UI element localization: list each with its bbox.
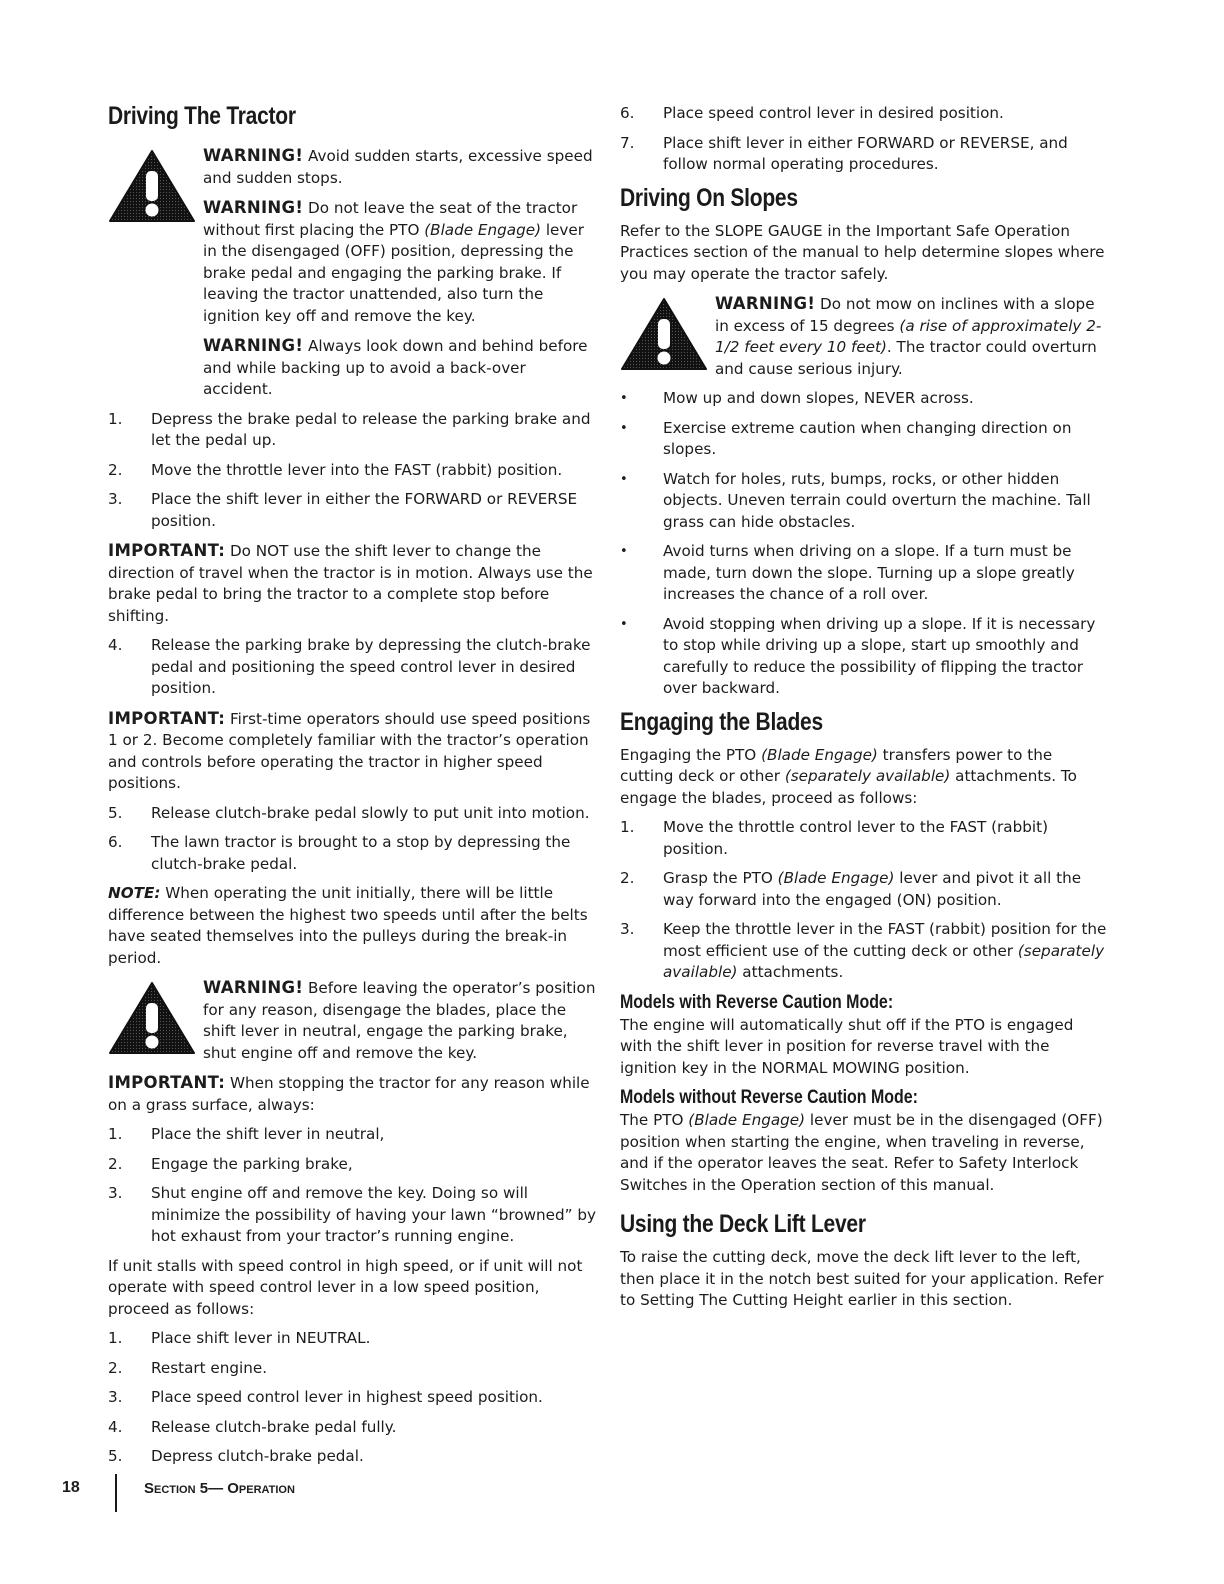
- heading-deck-lift-lever: Using the Deck Lift Lever: [620, 1210, 866, 1238]
- footer-divider: [115, 1474, 117, 1512]
- warning-block-slopes: [620, 293, 1110, 380]
- heading-with-reverse-caution: Models with Reverse Caution Mode:: [620, 991, 894, 1013]
- warning-triangle-icon: [108, 149, 196, 223]
- warning-look-behind: WARNING! Always look down and behind before and while backing up to avoid a back-over accident.: [203, 336, 588, 398]
- left-column: [108, 102, 596, 1476]
- list-item: 1. Depress the brake pedal to release the parking brake and let the pedal up.: [108, 409, 591, 449]
- slopes-intro: Refer to the SLOPE GAUGE in the Important Safe Operation Practices section of the manual to help determine slopes where you may operate the tractor safely.: [620, 221, 1105, 283]
- list-item: 3. Shut engine off and remove the key. Doing so will minimize the possibility of having your lawn “browned” by hot exhaust from your tractor’s running engine.: [108, 1184, 596, 1245]
- list-item: 2. Engage the parking brake,: [108, 1154, 353, 1173]
- steps-list-d: [108, 1124, 596, 1248]
- warning-leave-seat: WARNING! Do not leave the seat of the tractor without first placing the PTO (Blade Engage) lever in the disengaged (OFF) position, depressing the brake pedal and engaging the parking brake. If leaving the tractor unattended, also turn the ignition key off and remove the key.: [203, 198, 584, 325]
- list-item: • Mow up and down slopes, NEVER across.: [620, 389, 974, 407]
- page-number: 18: [62, 1479, 80, 1496]
- important-first-time: IMPORTANT: First-time operators should use speed positions 1 or 2. Become completely familiar with the tractor’s operation and controls before operating the tractor in higher speed positions.: [108, 708, 591, 792]
- list-item: 1. Place shift lever in NEUTRAL.: [108, 1329, 371, 1347]
- warning-triangle-icon: [108, 981, 196, 1055]
- steps-list-continued: [620, 103, 1110, 176]
- list-item: 6. Place speed control lever in desired position.: [620, 104, 1004, 122]
- list-item: 7. Place shift lever in either FORWARD or REVERSE, and follow normal operating procedures.: [620, 133, 1068, 173]
- list-item: 3. Place the shift lever in either the FORWARD or REVERSE position.: [108, 490, 578, 530]
- list-item: • Avoid turns when driving on a slope. If a turn must be made, turn down the slope. Turning up a slope greatly increases the chance of a roll over.: [620, 542, 1075, 603]
- list-item: 6. The lawn tractor is brought to a stop by depressing the clutch-brake pedal.: [108, 833, 571, 873]
- list-item: 4. Release the parking brake by depressing the clutch-brake pedal and positioning the speed control lever in desired position.: [108, 636, 591, 697]
- heading-driving-on-slopes: Driving On Slopes: [620, 183, 798, 212]
- with-reverse-caution-text: The engine will automatically shut off if the PTO is engaged with the shift lever in position for reverse travel with the ignition key in the NORMAL MOWING position.: [620, 1015, 1074, 1077]
- list-item: 3. Keep the throttle lever in the FAST (rabbit) position for the most efficient use of the cutting deck or other (separately available) attachments.: [620, 920, 1107, 981]
- list-item: 1. Place the shift lever in neutral,: [108, 1125, 385, 1143]
- heading-driving-the-tractor: Driving The Tractor: [108, 102, 296, 130]
- important-stopping: IMPORTANT: When stopping the tractor for any reason while on a grass surface, always:: [108, 1073, 590, 1114]
- steps-list-e: [108, 1328, 596, 1468]
- important-shift-lever: IMPORTANT: Do NOT use the shift lever to change the direction of travel when the tractor is in motion. Always use the brake pedal to bring the tractor to a complete stop before shifting.: [108, 541, 593, 625]
- list-item: 3. Place speed control lever in highest speed position.: [108, 1388, 543, 1406]
- steps-list-b: [108, 635, 596, 700]
- list-item: • Avoid stopping when driving up a slope. If it is necessary to stop while driving up a slope, start up smoothly and carefully to reduce the possibility of flipping the tractor over backward.: [620, 614, 1096, 697]
- list-item: 5. Release clutch-brake pedal slowly to put unit into motion.: [108, 803, 590, 822]
- steps-list-a: [108, 409, 596, 533]
- note-break-in: NOTE: When operating the unit initially, there will be little difference between the highest two speeds until after the belts have seated themselves into the pulleys during the break-in period.: [108, 884, 588, 967]
- steps-list-c: [108, 803, 596, 876]
- right-column: [620, 103, 1110, 1320]
- blades-steps-list: [620, 817, 1110, 984]
- warning-sudden-starts: WARNING! Avoid sudden starts, excessive speed and sudden stops.: [203, 146, 593, 187]
- list-item: 1. Move the throttle control lever to the FAST (rabbit) position.: [620, 818, 1048, 858]
- blades-intro: Engaging the PTO (Blade Engage) transfers power to the cutting deck or other (separately available) attachments. To engage the blades, proceed as follows:: [620, 745, 1077, 807]
- list-item: 2. Move the throttle lever into the FAST (rabbit) position.: [108, 460, 563, 479]
- section-label: Section 5— Operation: [144, 1480, 295, 1497]
- heading-without-reverse-caution: Models without Reverse Caution Mode:: [620, 1087, 918, 1108]
- list-item: 2. Grasp the PTO (Blade Engage) lever and pivot it all the way forward into the engaged (ON) position.: [620, 869, 1082, 909]
- warning-block-mid: [108, 977, 596, 1064]
- heading-engaging-the-blades: Engaging the Blades: [620, 707, 823, 736]
- list-item: 4. Release clutch-brake pedal fully.: [108, 1417, 397, 1436]
- list-item: 2. Restart engine.: [108, 1358, 268, 1377]
- list-item: • Exercise extreme caution when changing direction on slopes.: [620, 418, 1072, 458]
- list-item: • Watch for holes, ruts, bumps, rocks, or other hidden objects. Uneven terrain could overturn the machine. Tall grass can hide obstacles.: [620, 469, 1091, 531]
- deck-lift-text: To raise the cutting deck, move the deck lift lever to the left, then place it in the notch best suited for your application. Refer to Setting The Cutting Height earlier in this section.: [620, 1248, 1104, 1309]
- warning-leaving-position: WARNING! Before leaving the operator’s position for any reason, disengage the blades, place the shift lever in neutral, engage the parking brake, shut engine off and remove the key.: [203, 978, 596, 1062]
- list-item: 5. Depress clutch-brake pedal.: [108, 1447, 364, 1465]
- warning-inclines: WARNING! Do not mow on inclines with a slope in excess of 15 degrees (a rise of approximately 2-1/2 feet every 10 feet). The tractor could overturn and cause serious injury.: [715, 294, 1102, 378]
- without-reverse-caution-text: The PTO (Blade Engage) lever must be in the disengaged (OFF) position when starting the engine, when traveling in reverse, and if the operator leaves the seat. Refer to Safety Interlock Switches in the Operation section of this manual.: [620, 1111, 1103, 1194]
- slopes-bullet-list: [620, 388, 1110, 700]
- warning-block-top: [108, 145, 596, 401]
- warning-triangle-icon: [620, 297, 708, 371]
- stall-paragraph: If unit stalls with speed control in high speed, or if unit will not operate with speed control lever in a low speed position, proceed as follows:: [108, 1256, 583, 1318]
